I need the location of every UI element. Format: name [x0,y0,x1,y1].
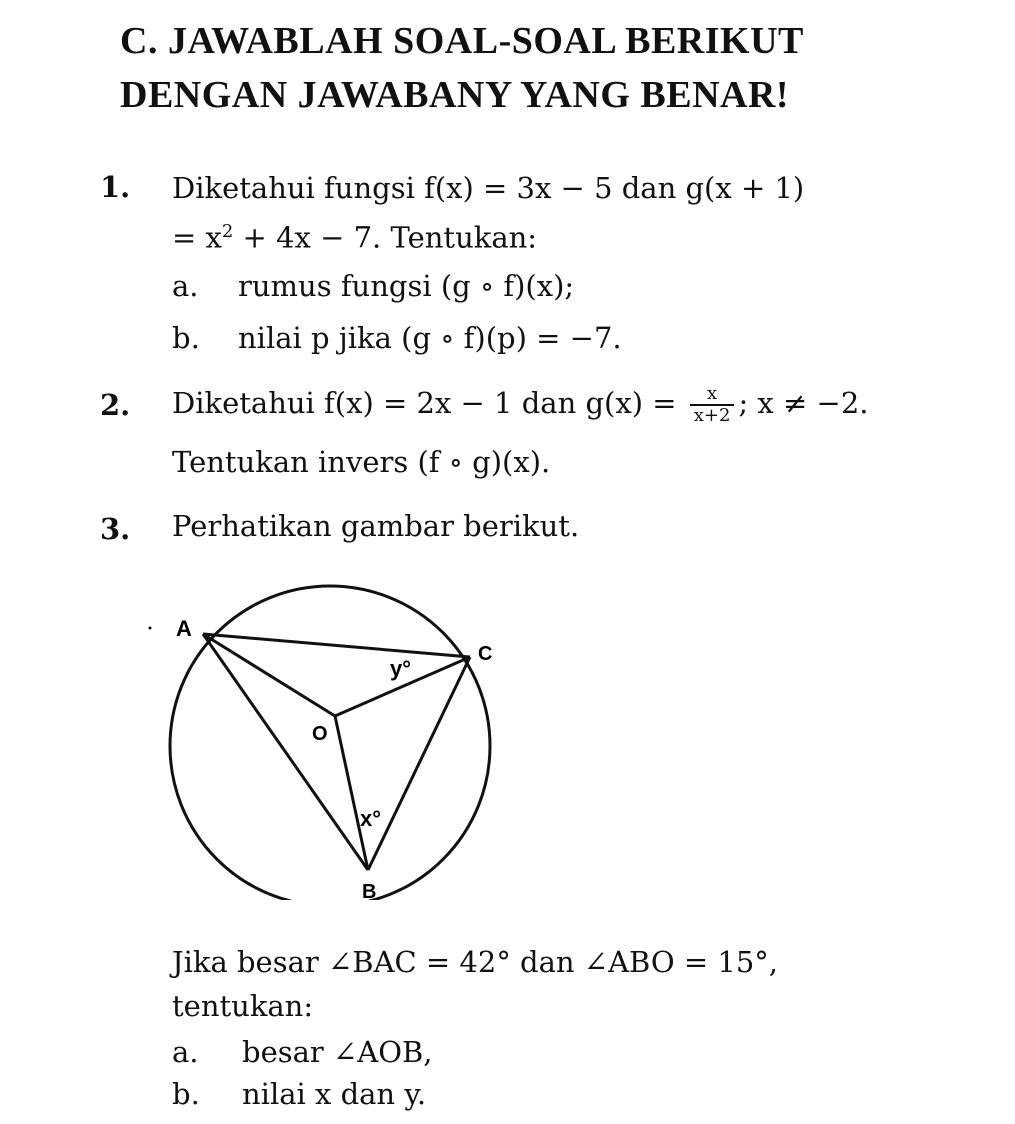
label-y-angle: y° [390,656,412,681]
question-1b-text: nilai p jika (g ∘ f)(p) = −7. [238,321,622,355]
question-2-number: 2. [100,388,131,422]
question-3-instruction: tentukan: [172,989,314,1023]
segment-CB [368,657,470,870]
segment-AC [203,634,470,657]
question-2-fraction [690,384,735,426]
circle-outline [170,586,493,900]
label-O: O [312,723,328,745]
question-2-text-pre: Diketahui f(x) = 2x − 1 dan g(x) = [172,386,686,420]
question-3a-label: a. [172,1035,199,1069]
question-2-fraction-denominator: x+2 [693,405,731,426]
question-3b-text: nilai x dan y. [242,1077,427,1111]
question-1-exponent: 2 [221,221,234,242]
label-x-angle: x° [360,806,382,831]
question-1-text-line1: Diketahui fungsi f(x) = 3x − 5 dan g(x + 1) [172,171,805,205]
question-2-text-line1 [172,384,868,426]
section-heading-line1: C. JAWABLAH SOAL-SOAL BERIKUT [120,20,804,62]
question-2-text-line2: Tentukan invers (f ∘ g)(x). [172,445,551,479]
question-2-fraction-numerator: x [690,384,735,406]
label-C: C [478,643,493,665]
segment-AO [203,634,335,716]
question-1-text-line2b: + 4x − 7. Tentukan: [233,220,538,255]
question-3a-text: besar ∠AOB, [242,1035,433,1069]
question-3-number: 3. [100,512,131,546]
question-1-text-line2 [172,214,537,256]
label-B: B [362,881,377,900]
question-3b-label: b. [172,1077,200,1111]
circle-geometry-figure [120,580,520,900]
question-1-number: 1. [100,170,131,204]
label-A: A [176,616,192,641]
question-3-text: Perhatikan gambar berikut. [172,509,580,543]
question-1a-label: a. [172,269,199,303]
question-1a-text: rumus fungsi (g ∘ f)(x); [238,269,575,303]
question-1-text-line2a: = x [172,220,222,255]
stray-dot [149,627,152,630]
question-1b-label: b. [172,321,200,355]
section-heading [120,14,920,122]
question-2-text-post: ; x ≠ −2. [738,386,869,420]
section-heading-line2: DENGAN JAWABANY YANG BENAR! [120,74,790,116]
question-3-given: Jika besar ∠BAC = 42° dan ∠ABO = 15°, [172,945,779,979]
